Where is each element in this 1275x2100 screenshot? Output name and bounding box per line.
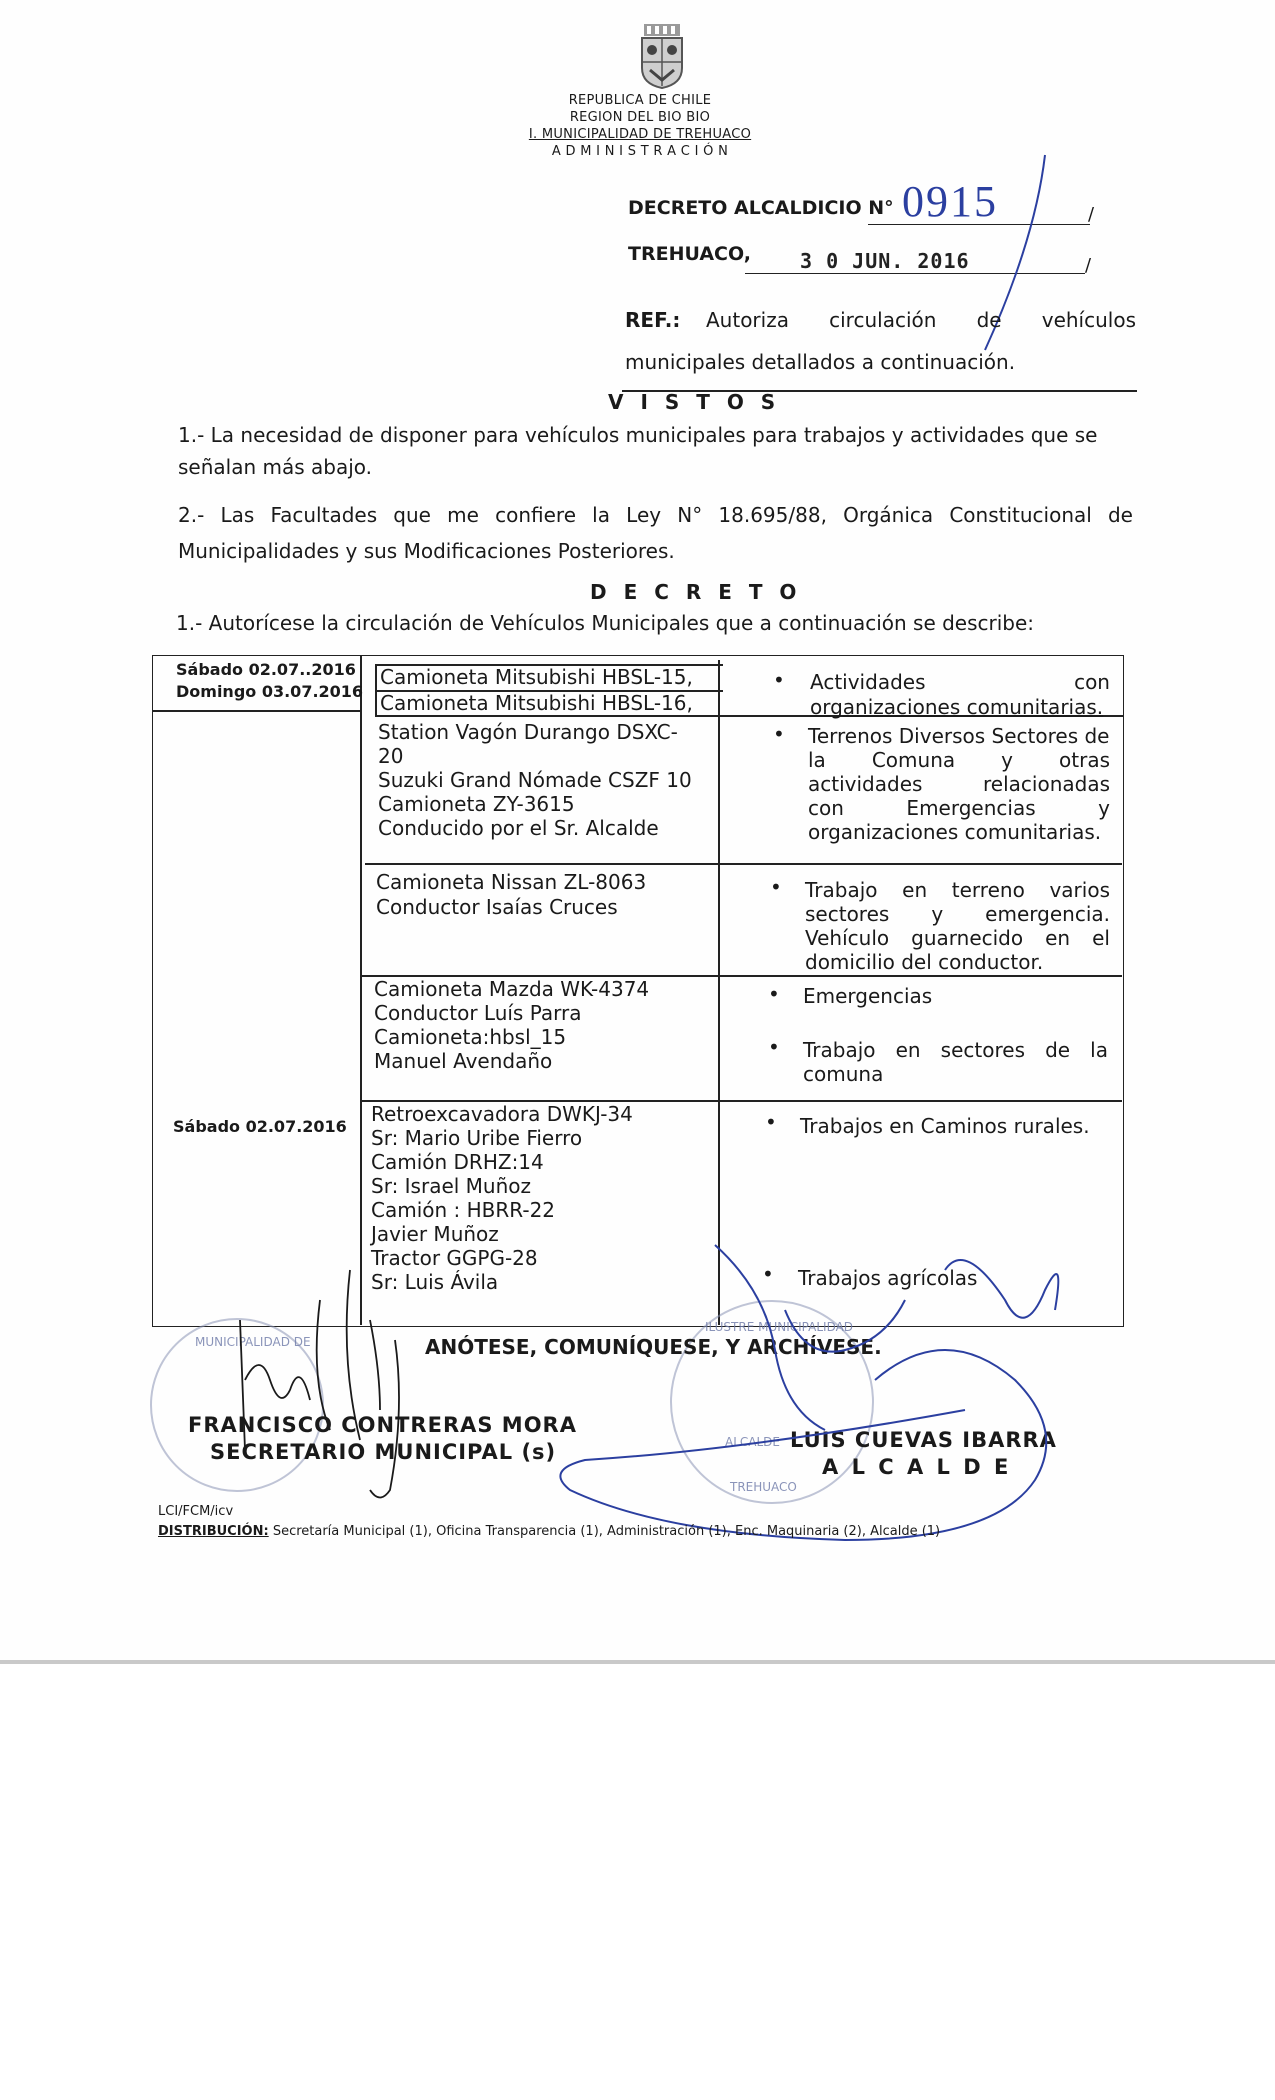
r3-driver: Conductor Isaías Cruces bbox=[376, 895, 618, 919]
right-seal-bottom-text: TREHUACO bbox=[730, 1480, 797, 1494]
r2-activity-line: organizaciones comunitarias. bbox=[808, 820, 1102, 844]
r2-vehicle-3: Camioneta ZY-3615 bbox=[378, 792, 575, 816]
bullet: • bbox=[768, 982, 780, 1006]
ref-word-3: de bbox=[976, 308, 1002, 332]
r5-line: Sr: Luis Ávila bbox=[371, 1270, 499, 1294]
r4-vehicle: Camioneta Mazda WK-4374 bbox=[374, 977, 650, 1001]
ref-label: REF.: bbox=[625, 308, 681, 332]
r1-activity-line2: organizaciones comunitarias. bbox=[810, 695, 1104, 719]
bullet: • bbox=[773, 668, 785, 692]
row-box-left bbox=[375, 664, 377, 715]
r2-driver: Conducido por el Sr. Alcalde bbox=[378, 816, 659, 840]
r5-activity-2: Trabajos agrícolas bbox=[798, 1266, 978, 1290]
r5-line: Sr: Mario Uribe Fierro bbox=[371, 1126, 583, 1150]
slash-mark-2: / bbox=[1085, 255, 1092, 276]
r3-activity bbox=[805, 878, 1110, 974]
ref-word-1: Autoriza bbox=[706, 308, 789, 332]
bullet: • bbox=[765, 1110, 777, 1134]
r5-line: Sr: Israel Muñoz bbox=[371, 1174, 532, 1198]
r4-vehicle-2: Camioneta:hbsl_15 bbox=[374, 1025, 567, 1049]
r2-activity-line: la Comuna y otras bbox=[808, 748, 1110, 772]
table-divider-activity bbox=[718, 660, 720, 1325]
closing-formula: ANÓTESE, COMUNÍQUESE, Y ARCHÍVESE. bbox=[425, 1335, 882, 1359]
vistos-p1-line1: 1.- La necesidad de disponer para vehículos municipales para trabajos y actividades que se bbox=[178, 423, 1098, 447]
date-stamp: 3 0 JUN. 2016 bbox=[800, 249, 970, 273]
right-seal-top-text: ILUSTRE MUNICIPALIDAD bbox=[705, 1320, 854, 1334]
decreto-heading: D E C R E T O bbox=[590, 580, 802, 604]
r4-activity-1: Emergencias bbox=[803, 984, 933, 1008]
vehicle-hbsl16: Camioneta Mitsubishi HBSL-16, bbox=[380, 691, 693, 715]
ref-word-4: vehículos bbox=[1041, 308, 1136, 332]
r2-activity-line: actividades relacionadas bbox=[808, 772, 1110, 796]
mayor-signature bbox=[545, 1230, 1105, 1560]
r5-line: Javier Muñoz bbox=[371, 1222, 499, 1246]
r5-line: Camión DRHZ:14 bbox=[371, 1150, 544, 1174]
r3-activity-line: domicilio del conductor. bbox=[805, 950, 1044, 974]
header-republic: REPUBLICA DE CHILE bbox=[568, 93, 712, 108]
r4-activity-line: comuna bbox=[803, 1062, 884, 1086]
right-seal-mid-text: ALCALDE bbox=[725, 1435, 780, 1449]
vistos-p2-line1: 2.- Las Facultades que me confiere la Ley N° 18.695/88, Orgánica Constitucional de bbox=[178, 503, 1133, 527]
ref-line-1 bbox=[706, 305, 1136, 335]
r5-line: Retroexcavadora DWKJ-34 bbox=[371, 1102, 633, 1126]
r2-vehicle-1: Station Vagón Durango DSXC- bbox=[378, 720, 678, 744]
date-row-divider bbox=[152, 710, 360, 712]
vehicle-hbsl15: Camioneta Mitsubishi HBSL-15, bbox=[380, 665, 693, 689]
date-sabado-1: Sábado 02.07..2016 bbox=[176, 660, 356, 679]
r2-vehicle-1b: 20 bbox=[378, 744, 404, 768]
place-label: TREHUACO, bbox=[628, 243, 751, 265]
r4-driver-2: Manuel Avendaño bbox=[374, 1049, 553, 1073]
r2-activity-line: Terrenos Diversos Sectores de bbox=[808, 724, 1110, 748]
distribution bbox=[158, 1524, 940, 1539]
r2-activity bbox=[808, 724, 1110, 844]
r1-activity-word2: con bbox=[1074, 670, 1110, 694]
decree-number-label: DECRETO ALCALDICIO N° bbox=[628, 197, 894, 219]
mayor-name: LUIS CUEVAS IBARRA bbox=[790, 1428, 1057, 1452]
r1-activity-word1: Actividades bbox=[810, 670, 926, 694]
row-line-d bbox=[365, 863, 1122, 865]
bullet: • bbox=[762, 1262, 774, 1286]
scan-edge bbox=[0, 1660, 1275, 1664]
ref-word-2: circulación bbox=[829, 308, 937, 332]
r3-vehicle: Camioneta Nissan ZL-8063 bbox=[376, 870, 647, 894]
municipal-crest-icon bbox=[638, 22, 686, 90]
left-seal-text: MUNICIPALIDAD DE bbox=[195, 1335, 311, 1349]
bullet: • bbox=[770, 875, 782, 899]
r2-activity-line: con Emergencias y bbox=[808, 796, 1110, 820]
r5-activity-1: Trabajos en Caminos rurales. bbox=[800, 1114, 1090, 1138]
r3-activity-line: Trabajo en terreno varios bbox=[805, 878, 1110, 902]
r5-line: Tractor GGPG-28 bbox=[371, 1246, 538, 1270]
secretary-name: FRANCISCO CONTRERAS MORA bbox=[188, 1413, 577, 1437]
r5-line: Camión : HBRR-22 bbox=[371, 1198, 556, 1222]
header-region: REGION DEL BIO BIO bbox=[569, 110, 711, 125]
decreto-p1: 1.- Autorícese la circulación de Vehículos Municipales que a continuación se describe: bbox=[176, 611, 1035, 635]
decree-number-handwritten: 0915 bbox=[902, 177, 998, 226]
vistos-heading: V I S T O S bbox=[608, 390, 781, 414]
date-sabado-2: Sábado 02.07.2016 bbox=[173, 1117, 347, 1136]
secretary-title: SECRETARIO MUNICIPAL (s) bbox=[210, 1440, 557, 1464]
slash-mark: / bbox=[1088, 204, 1095, 225]
mayor-title: A L C A L D E bbox=[822, 1455, 1012, 1479]
r1-activity-line1 bbox=[810, 670, 1110, 694]
r4-activity-2 bbox=[803, 1038, 1108, 1086]
vistos-p1-line2: señalan más abajo. bbox=[178, 455, 373, 479]
distribution-label: DISTRIBUCIÓN: bbox=[158, 1524, 269, 1539]
initials: LCI/FCM/icv bbox=[158, 1504, 234, 1519]
header-municipality: I. MUNICIPALIDAD DE TREHUACO bbox=[528, 127, 752, 142]
r3-activity-line: Vehículo guarnecido en el bbox=[805, 926, 1110, 950]
vistos-p2-line2: Municipalidades y sus Modificaciones Posteriores. bbox=[178, 539, 675, 563]
header-administration: A D M I N I S T R A C I Ó N bbox=[551, 144, 729, 159]
secretary-signature bbox=[230, 1260, 430, 1510]
bullet: • bbox=[773, 722, 785, 746]
ref-line-2: municipales detallados a continuación. bbox=[625, 350, 1016, 374]
date-domingo: Domingo 03.07.2016 bbox=[176, 682, 364, 701]
bullet: • bbox=[768, 1035, 780, 1059]
r3-activity-line: sectores y emergencia. bbox=[805, 902, 1110, 926]
table-divider-date bbox=[360, 655, 362, 1325]
r4-activity-line: Trabajo en sectores de la bbox=[803, 1038, 1108, 1062]
distribution-text: Secretaría Municipal (1), Oficina Transparencia (1), Administración (1), Enc. Maquinaria (2), Alcalde (1) bbox=[268, 1524, 941, 1539]
r2-vehicle-2: Suzuki Grand Nómade CSZF 10 bbox=[378, 768, 692, 792]
r4-driver: Conductor Luís Parra bbox=[374, 1001, 582, 1025]
